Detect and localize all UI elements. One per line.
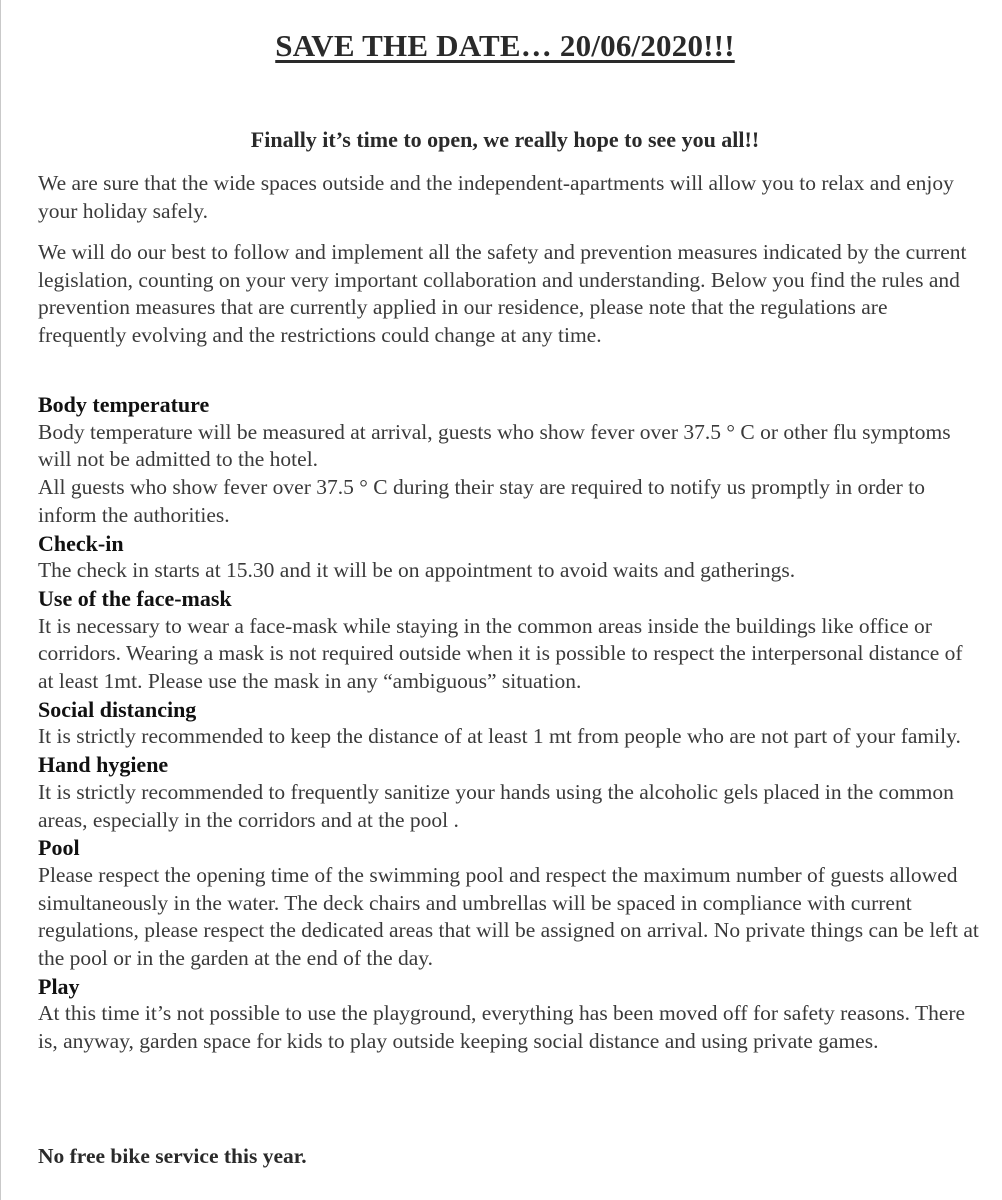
- rules-list: [38, 391, 983, 1056]
- intro-paragraph-1: We are sure that the wide spaces outside and the independent-apartments will allow you to relax and enjoy your holiday safely.: [38, 171, 954, 223]
- rule-heading: Pool: [38, 835, 80, 861]
- rule-face-mask: [38, 585, 983, 696]
- rule-heading: Use of the face-mask: [38, 585, 232, 611]
- rule-heading: Social distancing: [38, 696, 197, 722]
- rule-heading: Hand hygiene: [38, 752, 169, 778]
- rule-body-temperature: [38, 391, 983, 530]
- rule-text: It is strictly recommended to keep the distance of at least 1 mt from people who are not part of your family.: [38, 724, 961, 749]
- rule-heading: Check-in: [38, 530, 124, 556]
- rule-text: It is strictly recommended to frequently sanitize your hands using the alcoholic gels placed in the common areas, especially in the corridors and at the pool .: [38, 779, 954, 832]
- footer-note: No free bike service this year.: [38, 1144, 307, 1168]
- rule-text: The check in starts at 15.30 and it will be on appointment to avoid waits and gatherings.: [38, 558, 796, 583]
- rule-text: Body temperature will be measured at arrival, guests who show fever over 37.5 ° C or other flu symptoms will not be admitted to the hotel.: [38, 419, 951, 472]
- document-title: SAVE THE DATE… 20/06/2020!!!: [275, 28, 735, 63]
- rule-hand-hygiene: [38, 751, 983, 834]
- document-subtitle: Finally it’s time to open, we really hope to see you all!!: [250, 127, 760, 152]
- intro-paragraph-2: We will do our best to follow and implement all the safety and prevention measures indicated by the current legislation, counting on your very important collaboration and understanding. Below you find the rules and prevention measures that are currently applied in our residence, please note that the regulations are frequently evolving and the restrictions could change at any time.: [38, 240, 967, 347]
- rule-text: It is necessary to wear a face-mask while staying in the common areas inside the buildings like office or corridors. Wearing a mask is not required outside when it is possible to respect the interpersonal distance of at least 1mt. Please use the mask in any “ambiguous” situation.: [38, 613, 963, 694]
- rule-pool: [38, 834, 983, 973]
- rule-check-in: [38, 530, 983, 585]
- rule-social-distancing: [38, 696, 983, 751]
- rule-text: Please respect the opening time of the swimming pool and respect the maximum number of guests allowed simultaneously in the water. The deck chairs and umbrellas will be spaced in compliance with current regulations, please respect the dedicated areas that will be assigned on arrival. No private things can be left at the pool or in the garden at the end of the day.: [38, 862, 979, 971]
- rule-text: At this time it’s not possible to use the playground, everything has been moved off for safety reasons. There is, anyway, garden space for kids to play outside keeping social distance and using private games.: [38, 1001, 966, 1054]
- page-edge-line: [0, 0, 1, 1200]
- rule-play: [38, 973, 983, 1056]
- rule-text: All guests who show fever over 37.5 ° C during their stay are required to notify us promptly in order to inform the authorities.: [38, 475, 925, 527]
- rule-heading: Body temperature: [38, 392, 210, 417]
- rule-heading: Play: [38, 973, 80, 999]
